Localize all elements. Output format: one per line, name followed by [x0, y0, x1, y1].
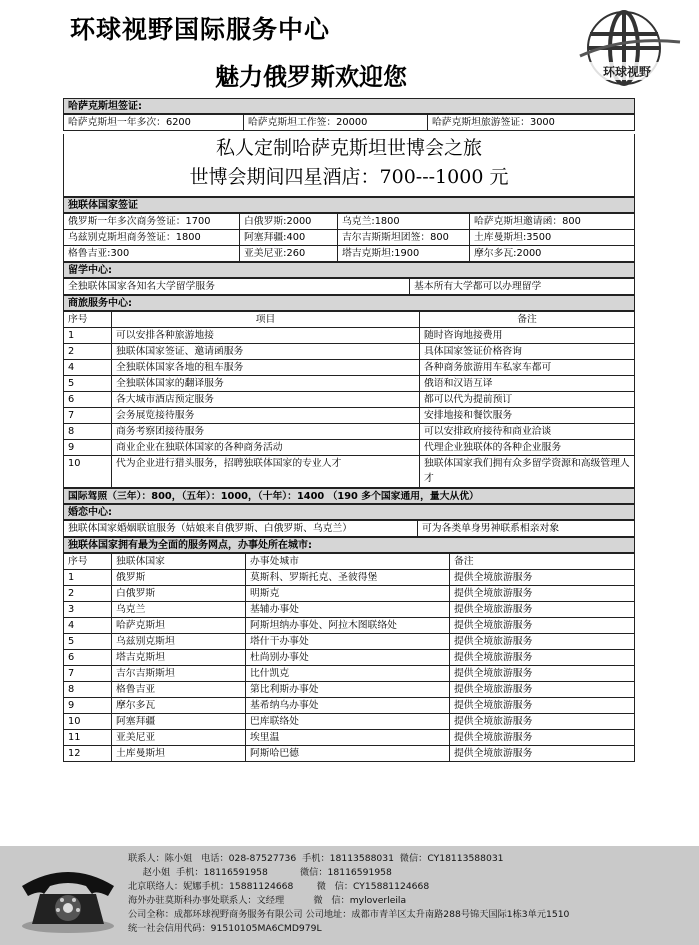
table-row	[64, 360, 635, 376]
footer	[0, 846, 699, 945]
office-note: 提供全境旅游服务	[450, 682, 635, 698]
visa-price-cell: 俄罗斯一年多次商务签证：1700	[64, 214, 240, 230]
office-city: 巴库联络处	[246, 714, 450, 730]
visa-price-cell: 白俄罗斯:2000	[240, 214, 338, 230]
row-number: 10	[64, 714, 112, 730]
study-left: 全独联体国家各知名大学留学服务	[64, 279, 410, 295]
table-row	[64, 408, 635, 424]
kazakh-visa-heading: 哈萨克斯坦签证:	[63, 98, 635, 114]
service-note: 都可以代为提前预订	[420, 392, 635, 408]
country: 亚美尼亚	[112, 730, 246, 746]
visa-price-cell: 土库曼斯坦:3500	[470, 230, 635, 246]
service-item: 独联体国家签证、邀请函服务	[112, 344, 420, 360]
table-row	[64, 328, 635, 344]
contact-line: 联系人：陈小姐 电话：028-87527736 手机：18113588031 微信：CY18113588031	[128, 853, 504, 864]
office-city: 基辅办事处	[246, 602, 450, 618]
row-number: 3	[64, 602, 112, 618]
table-row	[64, 440, 635, 456]
contact-line: 北京联络人：妮娜手机：15881124668 微 信：CY15881124668	[128, 881, 430, 892]
business-table	[63, 311, 635, 488]
table-row	[64, 246, 635, 262]
office-note: 提供全境旅游服务	[450, 746, 635, 762]
column-header: 序号	[64, 312, 112, 328]
country: 塔吉克斯坦	[112, 650, 246, 666]
row-number: 10	[64, 456, 112, 488]
header	[0, 0, 699, 98]
office-city: 塔什干办事处	[246, 634, 450, 650]
country: 乌克兰	[112, 602, 246, 618]
visa-price-cell: 摩尔多瓦:2000	[470, 246, 635, 262]
office-note: 提供全境旅游服务	[450, 602, 635, 618]
service-note: 具体国家签证价格咨询	[420, 344, 635, 360]
service-item: 商务考察团接待服务	[112, 424, 420, 440]
office-note: 提供全境旅游服务	[450, 698, 635, 714]
country: 俄罗斯	[112, 570, 246, 586]
contact-line: 海外办驻莫斯科办事处联系人：文经理 微 信：myloverleila	[128, 895, 407, 906]
office-city: 阿斯坦纳办事处、阿拉木图联络处	[246, 618, 450, 634]
service-item: 代为企业进行猎头服务，招聘独联体国家的专业人才	[112, 456, 420, 488]
telephone-icon	[18, 864, 118, 934]
office-note: 提供全境旅游服务	[450, 714, 635, 730]
office-city: 第比利斯办事处	[246, 682, 450, 698]
table-row	[64, 746, 635, 762]
kazakh-visa-item: 哈萨克斯坦旅游签证：3000	[428, 115, 635, 131]
table-header-row	[64, 312, 635, 328]
column-header: 项目	[112, 312, 420, 328]
study-table	[63, 278, 635, 295]
country: 哈萨克斯坦	[112, 618, 246, 634]
row-number: 11	[64, 730, 112, 746]
service-note: 俄语和汉语互译	[420, 376, 635, 392]
office-note: 提供全境旅游服务	[450, 618, 635, 634]
cis-visa-heading: 独联体国家签证	[63, 197, 635, 213]
table-row	[64, 714, 635, 730]
office-note: 提供全境旅游服务	[450, 730, 635, 746]
page-title: 环球视野国际服务中心	[70, 15, 331, 44]
globe-logo-icon	[572, 6, 684, 92]
visa-price-cell: 乌兹别克斯坦商务签证：1800	[64, 230, 240, 246]
table-row	[64, 344, 635, 360]
office-city: 比什凯克	[246, 666, 450, 682]
service-note: 独联体国家我们拥有众多留学资源和高级管理人才	[420, 456, 635, 488]
marriage-table	[63, 520, 635, 537]
table-row	[64, 618, 635, 634]
service-item: 各大城市酒店预定服务	[112, 392, 420, 408]
table-row	[64, 666, 635, 682]
kazakh-visa-item: 哈萨克斯坦一年多次：6200	[64, 115, 244, 131]
office-note: 提供全境旅游服务	[450, 570, 635, 586]
business-heading: 商旅服务中心:	[63, 295, 635, 311]
table-row	[64, 586, 635, 602]
logo-text: 环球视野	[602, 65, 652, 79]
service-note: 代理企业独联体的各种企业服务	[420, 440, 635, 456]
office-note: 提供全境旅游服务	[450, 666, 635, 682]
visa-price-cell: 亚美尼亚:260	[240, 246, 338, 262]
table-row	[64, 634, 635, 650]
office-note: 提供全境旅游服务	[450, 634, 635, 650]
row-number: 8	[64, 682, 112, 698]
row-number: 7	[64, 666, 112, 682]
visa-price-cell: 格鲁吉亚:300	[64, 246, 240, 262]
row-number: 12	[64, 746, 112, 762]
contact-line: 公司全称：成都环球视野商务服务有限公司 公司地址：成都市青羊区太升南路288号锦天国际1栋3单元1510	[128, 909, 570, 920]
visa-price-cell: 吉尔吉斯斯坦团签：800	[338, 230, 470, 246]
table-row	[64, 682, 635, 698]
office-note: 提供全境旅游服务	[450, 650, 635, 666]
country: 土库曼斯坦	[112, 746, 246, 762]
column-header: 备注	[450, 554, 635, 570]
service-note: 安排地接和餐饮服务	[420, 408, 635, 424]
row-number: 2	[64, 344, 112, 360]
service-note: 随时咨询地接费用	[420, 328, 635, 344]
kazakh-visa-item: 哈萨克斯坦工作签：20000	[244, 115, 428, 131]
table-row	[64, 392, 635, 408]
row-number: 5	[64, 634, 112, 650]
row-number: 6	[64, 392, 112, 408]
country: 格鲁吉亚	[112, 682, 246, 698]
table-row	[64, 730, 635, 746]
table-row	[64, 602, 635, 618]
table-row	[64, 424, 635, 440]
service-item: 全独联体国家各地的租车服务	[112, 360, 420, 376]
contact-line: 赵小姐 手机：18116591958 微信：18116591958	[128, 867, 392, 878]
office-city: 莫斯科、罗斯托克、圣彼得堡	[246, 570, 450, 586]
contact-line: 统一社会信用代码：91510105MA6CMD979L	[128, 923, 322, 934]
promo-line-2: 世博会期间四星酒店：700---1000 元	[189, 166, 509, 188]
row-number: 2	[64, 586, 112, 602]
study-right: 基本所有大学都可以办理留学	[410, 279, 635, 295]
page-subtitle: 魅力俄罗斯欢迎您	[215, 63, 407, 91]
country: 阿塞拜疆	[112, 714, 246, 730]
table-row	[64, 698, 635, 714]
table-row	[64, 230, 635, 246]
office-city: 明斯克	[246, 586, 450, 602]
study-heading: 留学中心:	[63, 262, 635, 278]
service-item: 可以安排各种旅游地接	[112, 328, 420, 344]
column-header: 备注	[420, 312, 635, 328]
column-header: 独联体国家	[112, 554, 246, 570]
document-body	[63, 98, 635, 762]
column-header: 办事处城市	[246, 554, 450, 570]
visa-price-cell: 乌克兰:1800	[338, 214, 470, 230]
marriage-left: 独联体国家婚姻联谊服务（姑娘来自俄罗斯、白俄罗斯、乌克兰）	[64, 521, 418, 537]
row-number: 8	[64, 424, 112, 440]
marriage-heading: 婚恋中心:	[63, 504, 635, 520]
visa-price-cell: 哈萨克斯坦邀请函：800	[470, 214, 635, 230]
table-row	[64, 214, 635, 230]
row-number: 1	[64, 328, 112, 344]
marriage-right: 可为各类单身男神联系相亲对象	[418, 521, 635, 537]
offices-table	[63, 553, 635, 762]
service-item: 会务展览接待服务	[112, 408, 420, 424]
row-number: 1	[64, 570, 112, 586]
service-note: 各种商务旅游用车私家车都可	[420, 360, 635, 376]
kazakh-visa-table	[63, 114, 635, 131]
row-number: 9	[64, 440, 112, 456]
country: 摩尔多瓦	[112, 698, 246, 714]
country: 乌兹别克斯坦	[112, 634, 246, 650]
visa-price-cell: 阿塞拜疆:400	[240, 230, 338, 246]
row-number: 5	[64, 376, 112, 392]
office-city: 基希纳乌办事处	[246, 698, 450, 714]
row-number: 7	[64, 408, 112, 424]
column-header: 序号	[64, 554, 112, 570]
office-note: 提供全境旅游服务	[450, 586, 635, 602]
country: 白俄罗斯	[112, 586, 246, 602]
office-city: 阿斯哈巴德	[246, 746, 450, 762]
office-city: 杜尚别办事处	[246, 650, 450, 666]
country: 吉尔吉斯斯坦	[112, 666, 246, 682]
service-item: 全独联体国家的翻译服务	[112, 376, 420, 392]
promo-banner	[63, 134, 635, 197]
row-number: 4	[64, 360, 112, 376]
service-note: 可以安排政府接待和商业洽谈	[420, 424, 635, 440]
offices-heading: 独联体国家拥有最为全面的服务网点，办事处所在城市:	[63, 537, 635, 553]
visa-price-cell: 塔吉克斯坦:1900	[338, 246, 470, 262]
driving-license-banner: 国际驾照（三年）：800，（五年）：1000，（十年）：1400 （190 多个国家通用，量大从优）	[63, 488, 635, 504]
office-city: 埃里温	[246, 730, 450, 746]
promo-line-1: 私人定制哈萨克斯坦世博会之旅	[215, 137, 482, 159]
cis-visa-table	[63, 213, 635, 262]
service-item: 商业企业在独联体国家的各种商务活动	[112, 440, 420, 456]
row-number: 4	[64, 618, 112, 634]
table-row	[64, 650, 635, 666]
table-row	[64, 456, 635, 488]
table-header-row	[64, 554, 635, 570]
row-number: 6	[64, 650, 112, 666]
contact-info	[128, 852, 569, 936]
table-row	[64, 376, 635, 392]
table-row	[64, 570, 635, 586]
row-number: 9	[64, 698, 112, 714]
